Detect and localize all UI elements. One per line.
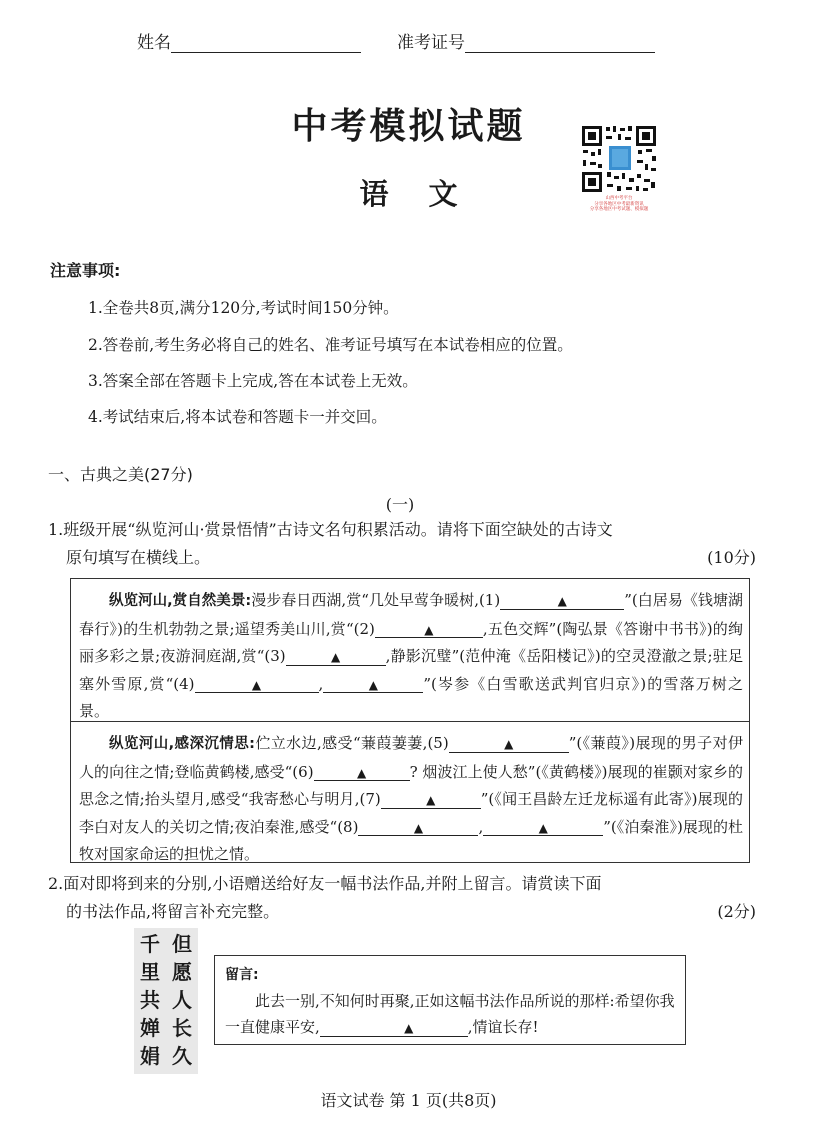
question-1-line-1: 1.班级开展“纵览河山·赏景悟情”古诗文名句积累活动。请将下面空缺处的古诗文 xyxy=(48,520,613,539)
name-blank xyxy=(171,34,361,53)
qr-caption: 山西中考平台 分享各地区中考最新资讯 分享各地区中考试题、模拟题 xyxy=(589,196,649,212)
message-box xyxy=(214,955,686,1045)
question-2-line-2: 的书法作品,将留言补充完整。 xyxy=(66,902,280,921)
part-heading: (一) xyxy=(385,495,415,514)
notice-item: 3.答案全部在答题卡上完成,答在本试卷上无效。 xyxy=(88,372,418,390)
name-field xyxy=(137,28,361,53)
qr-code-graphic xyxy=(580,124,658,194)
question-2 xyxy=(48,870,756,926)
blank-8a: ▲ xyxy=(358,819,478,837)
blank-5: ▲ xyxy=(449,735,569,753)
question-2-line-1: 2.面对即将到来的分别,小语赠送给好友一幅书法作品,并附上留言。请赏读下面 xyxy=(48,874,602,893)
section-heading: 一、古典之美(27分) xyxy=(48,465,193,484)
page-title: 中考模拟试题 xyxy=(291,105,526,147)
calligraphy-column-left: 千 里 共 婵 娟 xyxy=(140,932,160,1068)
question-1-line-2: 原句填写在横线上。 xyxy=(66,548,211,567)
notice-item: 1.全卷共8页,满分120分,考试时间150分钟。 xyxy=(88,299,399,317)
notice-item: 2.答卷前,考生务必将自己的姓名、准考证号填写在本试卷相应的位置。 xyxy=(88,336,573,354)
notice-item: 4.考试结束后,将本试卷和答题卡一并交回。 xyxy=(88,408,387,426)
page-footer: 语文试卷 第 1 页(共8页) xyxy=(320,1091,497,1110)
question-1 xyxy=(48,516,756,572)
blank-message: ▲ xyxy=(320,1019,468,1037)
blank-4a: ▲ xyxy=(195,676,319,694)
poem-box-emotion: 纵览河山,感深沉情思:伫立水边,感受“蒹葭萋萋,(5) ▲ ”(《蒹葭》)展现的男子对伊人的向往之情;登临黄鹤楼,感受“(6) ▲ ? 烟波江上使人愁”(《黄鹤楼》)展现的崔颢对家乡的思念之情;抬头望月,感受“我寄愁心与明月,(7) ▲ ”(《闻王昌龄左迁龙标遥有此寄》)展现的李白对友人的关切之情;夜泊秦淮,感受“(8) ▲ , ▲ ”(《泊秦淮》)展现的杜牧对国家命运的担忧之情。 xyxy=(70,721,750,863)
blank-8b: ▲ xyxy=(483,819,603,837)
message-heading: 留言: xyxy=(225,967,259,983)
notice-heading: 注意事项: xyxy=(50,261,121,280)
calligraphy-column-right: 但 愿 人 长 久 xyxy=(172,932,192,1068)
blank-6: ▲ xyxy=(314,764,410,782)
blank-4b: ▲ xyxy=(323,676,423,694)
exam-id-field xyxy=(397,28,655,53)
box-lead: 纵览河山,赏自然美景: xyxy=(109,593,252,609)
blank-1: ▲ xyxy=(500,592,624,610)
name-label: 姓名 xyxy=(137,33,171,53)
qr-code xyxy=(580,124,658,194)
blank-3: ▲ xyxy=(286,648,386,666)
blank-2: ▲ xyxy=(375,621,483,639)
exam-id-label: 准考证号 xyxy=(397,33,465,53)
poem-box-nature: 纵览河山,赏自然美景:漫步春日西湖,赏“几处早莺争暖树,(1) ▲ ”(白居易《钱塘湖春行》)的生机勃勃之景;遥望秀美山川,赏“(2) ▲ ,五色交辉”(陶弘景《答谢中书书》)的绚丽多彩之景;夜游洞庭湖,赏“(3) ▲ ,静影沉璧”(范仲淹《岳阳楼记》)的空灵澄澈之景;驻足塞外雪原,赏“(4) ▲ , ▲ ”(岑参《白雪歌送武判官归京》)的雪落万树之景。 xyxy=(70,578,750,722)
subject-title: 语文 xyxy=(359,177,498,211)
exam-id-blank xyxy=(465,34,655,53)
message-body: 此去一别,不知何时再聚,正如这幅书法作品所说的那样:希望你我一直健康平安, ▲ ,情谊长存! xyxy=(225,992,675,1036)
blank-7: ▲ xyxy=(381,791,481,809)
question-2-score: (2分) xyxy=(717,902,756,921)
question-1-score: (10分) xyxy=(707,548,756,567)
box-lead: 纵览河山,感深沉情思: xyxy=(109,736,255,752)
calligraphy-artwork xyxy=(134,928,198,1074)
